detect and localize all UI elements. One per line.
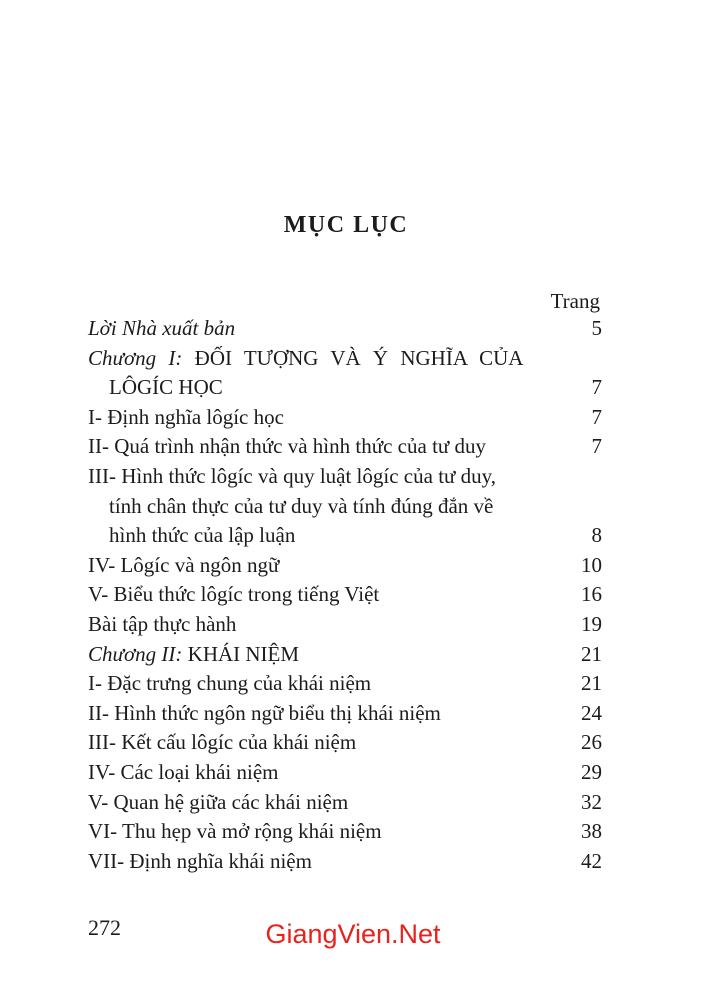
toc-entry-title: Bài tập thực hành — [88, 611, 237, 636]
toc-line — [88, 492, 602, 522]
toc-entry-title: VI- Thu hẹp và mở rộng khái niệm — [88, 819, 382, 844]
toc-line — [88, 699, 602, 729]
toc-entry-title: III- Kết cấu lôgíc của khái niệm — [88, 730, 357, 755]
toc-page-number: 21 — [581, 641, 602, 666]
toc-entry-title: II- Quá trình nhận thức và hình thức của tư duy — [88, 434, 487, 459]
toc-entry-title: LÔGÍC HỌC — [109, 375, 223, 400]
toc-entry — [88, 314, 602, 344]
toc-line — [88, 521, 602, 551]
toc-entry — [88, 699, 602, 729]
toc-entry-title: hình thức của lập luận — [109, 523, 296, 548]
toc-entry — [88, 462, 602, 551]
toc-entry — [88, 551, 602, 581]
toc-entry-title: III- Hình thức lôgíc và quy luật lôgíc của tư duy, — [88, 463, 497, 488]
toc-entry — [88, 640, 602, 670]
toc-page-number: 19 — [581, 611, 602, 636]
toc-line — [88, 640, 602, 670]
toc-line — [88, 847, 602, 877]
toc-line — [88, 373, 602, 403]
toc-line — [88, 432, 602, 462]
toc-page-number: 38 — [581, 819, 602, 844]
toc-entry — [88, 580, 602, 610]
toc-entry-title: II- Hình thức ngôn ngữ biểu thị khái niệm — [88, 700, 441, 725]
toc-entry-title: tính chân thực của tư duy và tính đúng đắn về — [109, 493, 494, 518]
page-title: MỤC LỤC — [283, 212, 409, 238]
toc-page-number: 16 — [581, 582, 602, 607]
toc-entry-title: Lời Nhà xuất bản — [88, 316, 236, 340]
toc-line — [88, 344, 602, 374]
watermark-text: GiangVien.Net — [265, 919, 441, 949]
toc-entry-title: I- Định nghĩa lôgíc học — [88, 404, 284, 429]
page-column-header: Trang — [550, 289, 600, 313]
toc-entry-title: IV- Lôgíc và ngôn ngữ — [88, 552, 280, 577]
toc-page-number: 8 — [591, 523, 602, 548]
chapter-prefix: Chương I: — [88, 345, 195, 370]
toc-entry — [88, 728, 602, 758]
toc-page-number: 24 — [581, 700, 602, 725]
toc-entry — [88, 817, 602, 847]
toc-entry — [88, 758, 602, 788]
toc-entry-title: V- Biểu thức lôgíc trong tiếng Việt — [88, 582, 380, 607]
toc-page-number: 32 — [581, 789, 602, 814]
toc-entry-title: V- Quan hệ giữa các khái niệm — [88, 789, 349, 814]
folio-page-number: 272 — [88, 915, 121, 940]
toc-entry-title: I- Đặc trưng chung của khái niệm — [88, 671, 372, 696]
toc-entry-title: Chương II: KHÁI NIỆM — [88, 641, 300, 666]
toc-page-number: 29 — [581, 759, 602, 784]
toc-line — [88, 758, 602, 788]
toc-entry — [88, 610, 602, 640]
toc-entry — [88, 669, 602, 699]
toc-page-number: 10 — [581, 552, 602, 577]
toc-line — [88, 551, 602, 581]
toc-line — [88, 817, 602, 847]
toc-line — [88, 610, 602, 640]
toc-entry-title: IV- Các loại khái niệm — [88, 759, 279, 784]
toc-page-number: 42 — [581, 848, 602, 873]
toc-page-number: 5 — [591, 316, 602, 340]
toc-entry — [88, 788, 602, 818]
toc-entry-title: VII- Định nghĩa khái niệm — [88, 848, 312, 873]
toc-line — [88, 728, 602, 758]
toc-line — [88, 314, 602, 344]
chapter-prefix: Chương II: — [88, 641, 188, 666]
toc-page-number: 7 — [591, 375, 602, 400]
toc-entry — [88, 432, 602, 462]
toc-page-number: 7 — [591, 404, 602, 429]
toc-entry — [88, 344, 602, 403]
toc-line — [88, 580, 602, 610]
toc-entry — [88, 403, 602, 433]
toc-page-number: 21 — [581, 671, 602, 696]
toc-line — [88, 462, 602, 492]
toc-page-number: 7 — [591, 434, 602, 459]
toc-entry — [88, 847, 602, 877]
toc-list — [88, 314, 602, 876]
toc-entry-title: Chương I: ĐỐI TƯỢNG VÀ Ý NGHĨA CỦA — [88, 345, 524, 370]
toc-line — [88, 403, 602, 433]
toc-line — [88, 669, 602, 699]
toc-line — [88, 788, 602, 818]
toc-page-number: 26 — [581, 730, 602, 755]
